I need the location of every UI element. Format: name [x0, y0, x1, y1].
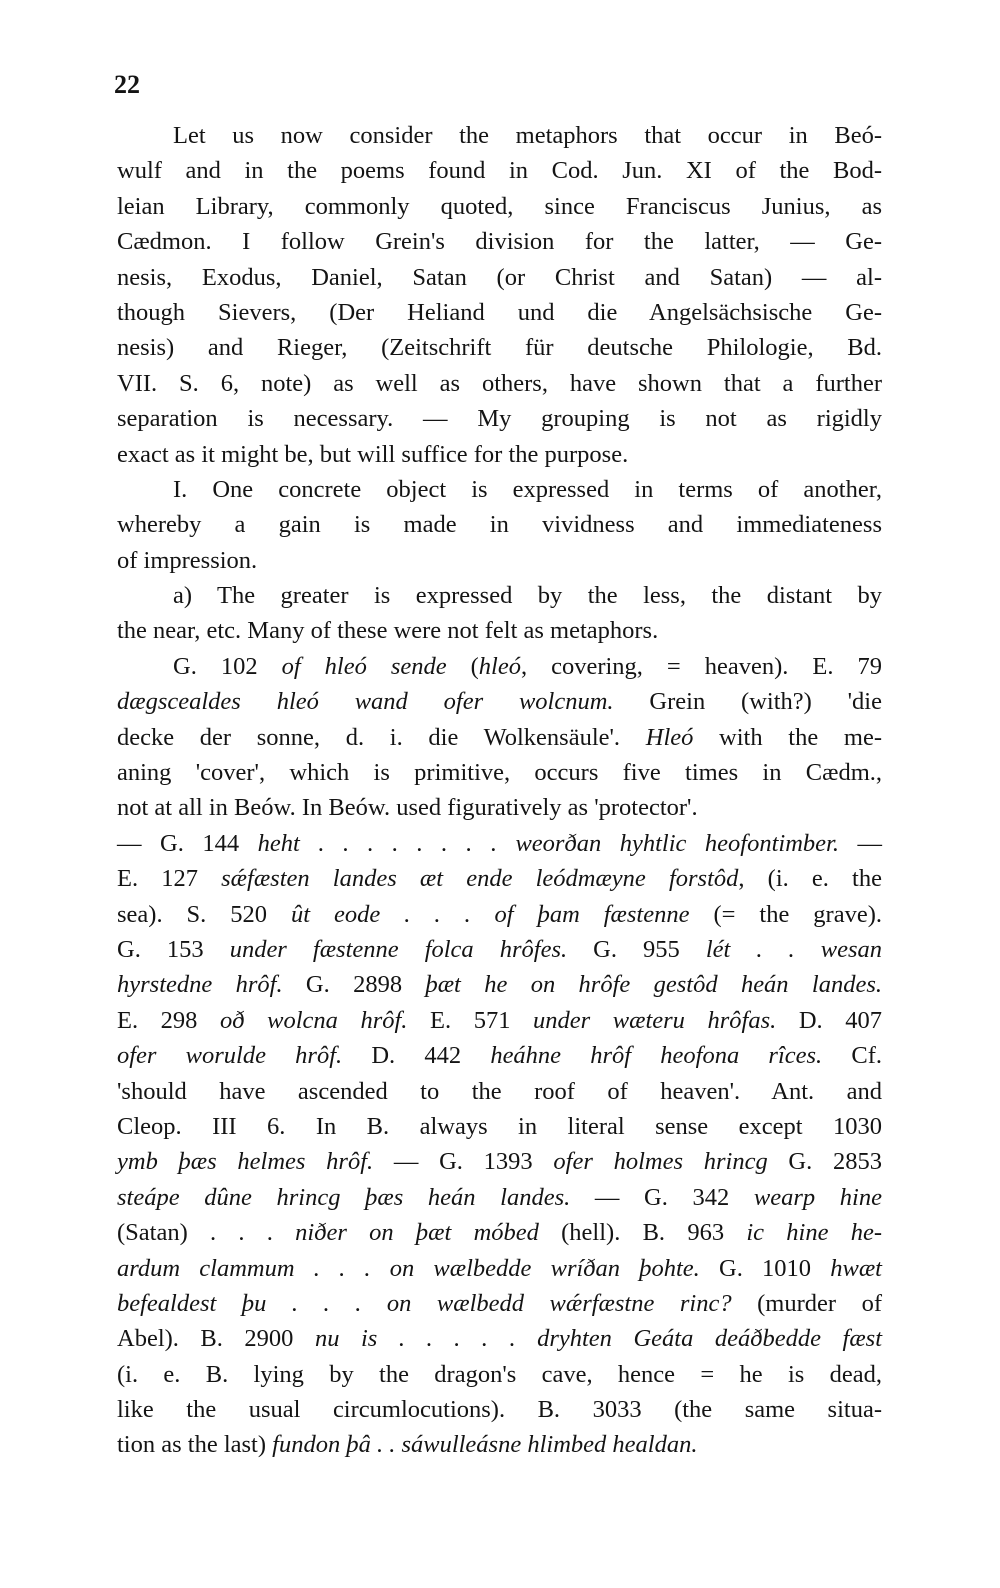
text-line [117, 897, 882, 932]
text-segment: Cleop. III 6. In B. always in literal sense except 1030 [117, 1112, 882, 1140]
italic-quotation: wearp hine [753, 1183, 882, 1211]
italic-quotation: nu is . . . . . dryhten Geáta deáðbedde fæst [314, 1325, 882, 1353]
text-segment: (= the grave). [689, 900, 882, 928]
italic-quotation: ût eode . . . of þam fæstenne [291, 900, 690, 928]
text-line [117, 224, 882, 259]
text-line [117, 1427, 882, 1462]
text-segment: decke der sonne, d. i. die Wolkensäule'. [117, 723, 646, 751]
text-segment: tion as the last) [117, 1431, 273, 1459]
text-segment: D. 407 [776, 1006, 883, 1034]
text-line [117, 1003, 882, 1038]
body-text [117, 118, 882, 1463]
italic-quotation: of hleó sende [281, 652, 447, 680]
italic-quotation: fundon þâ . . sáwulleásne hlimbed healdan. [272, 1431, 698, 1459]
text-segment: D. 442 [342, 1042, 491, 1070]
text-segment: G. 955 [567, 935, 706, 963]
text-line [117, 684, 882, 719]
text-segment: E. 298 [117, 1006, 221, 1034]
text-segment: — [838, 829, 882, 857]
text-segment: nesis) and Rieger, (Zeitschrift für deutsche Philologie, Bd. [117, 334, 882, 362]
text-segment: (murder of [731, 1289, 882, 1317]
text-segment: like the usual circumlocutions). B. 3033 (the same situa- [117, 1396, 882, 1424]
text-segment: — G. 342 [570, 1183, 754, 1211]
italic-quotation: ic hine he- [746, 1219, 882, 1247]
italic-quotation: under fæstenne folca hrôfes. [229, 935, 568, 963]
text-line [117, 1074, 882, 1109]
italic-quotation: ofer woruldе hrôf. [117, 1042, 343, 1070]
italic-quotation: befealdest þu . . . on wælbedd wǽrfæstne rinc? [117, 1289, 732, 1317]
italic-quotation: þæt he on hrôfe gestôd heán landes. [425, 971, 883, 999]
text-segment: (hell). B. 963 [538, 1219, 747, 1247]
italic-quotation: hwæt [830, 1254, 882, 1282]
italic-quotation: niðer on þæt móbed [295, 1219, 539, 1247]
text-segment: not at all in Beów. In Beów. used figuratively as 'protector'. [117, 794, 698, 822]
text-line [117, 861, 882, 896]
text-segment: wulf and in the poems found in Cod. Jun. XI of the Bod- [117, 157, 882, 185]
text-segment: G. 2853 [767, 1148, 882, 1176]
text-line [117, 330, 882, 365]
text-line [117, 1357, 882, 1392]
text-segment: exact as it might be, but will suffice for the purpose. [117, 440, 629, 468]
text-line [117, 578, 882, 613]
text-segment: G. 1010 [699, 1254, 831, 1282]
text-line [117, 1251, 882, 1286]
text-segment: ( [446, 652, 479, 680]
italic-quotation: heáhne hrôf heofona rîces. [490, 1042, 823, 1070]
text-line [117, 260, 882, 295]
italic-quotation: under wæteru hrôfas. [533, 1006, 777, 1034]
text-line [117, 755, 882, 790]
text-line [117, 543, 882, 578]
text-segment: Cf. [822, 1042, 882, 1070]
italic-quotation: lét . . wesan [705, 935, 882, 963]
text-line [117, 1180, 882, 1215]
text-segment: (i. e. B. lying by the dragon's cave, hence = he is dead, [117, 1360, 882, 1388]
text-segment: E. 127 [117, 865, 222, 893]
text-line [117, 1321, 882, 1356]
text-line [117, 437, 882, 472]
text-segment: (Satan) . . . [117, 1219, 296, 1247]
italic-quotation: ofer holmes hrincg [553, 1148, 768, 1176]
italic-quotation: ymb þæs helmes hrôf. [117, 1148, 374, 1176]
text-line [117, 613, 882, 648]
text-line [117, 1215, 882, 1250]
italic-quotation: dægscealdes hleó wand ofer wolcnum. [117, 688, 614, 716]
text-line [117, 1038, 882, 1073]
text-segment: aning 'cover', which is primitive, occurs five times in Cædm., [117, 759, 882, 787]
text-segment: VII. S. 6, note) as well as others, have shown that a further [117, 369, 882, 397]
text-segment: sea). S. 520 [117, 900, 291, 928]
text-segment: separation is necessary. — My grouping is not as rigidly [117, 405, 882, 433]
text-segment: though Sievers, (Der Heliand und die Angelsächsische Ge- [117, 298, 882, 326]
text-segment: Let us now consider the metaphors that occur in Beó- [173, 122, 882, 149]
text-segment: , covering, = heaven). E. 79 [520, 652, 882, 680]
text-segment: whereby a gain is made in vividness and immediateness [117, 511, 882, 539]
text-segment: a) The greater is expressed by the less, the distant by [173, 582, 882, 610]
text-line [117, 472, 882, 507]
text-line [117, 366, 882, 401]
text-segment: 'should have ascended to the roof of heaven'. Ant. and [117, 1077, 882, 1105]
text-line [117, 118, 882, 153]
italic-quotation: oð wolcna hrôf. [220, 1006, 408, 1034]
text-line [117, 1392, 882, 1427]
text-line [117, 826, 882, 861]
text-segment: — G. 1393 [373, 1148, 554, 1176]
text-line [117, 153, 882, 188]
text-segment: — G. 144 [117, 829, 258, 857]
text-segment: leian Library, commonly quoted, since Franciscus Junius, as [117, 192, 882, 220]
text-segment: of impression. [117, 546, 258, 574]
text-line [117, 720, 882, 755]
text-segment: , (i. e. the [738, 865, 882, 893]
text-line [117, 507, 882, 542]
text-line [117, 967, 882, 1002]
text-line [117, 790, 882, 825]
page-number: 22 [114, 70, 140, 99]
text-segment: G. 2898 [282, 971, 426, 999]
text-line [117, 189, 882, 224]
text-segment: Abel). B. 2900 [117, 1325, 315, 1353]
text-line [117, 1144, 882, 1179]
italic-quotation: steápe dûne hrincg þæs heán landes. [117, 1183, 571, 1211]
text-segment: E. 571 [407, 1006, 534, 1034]
text-segment: G. 153 [117, 935, 230, 963]
text-segment: G. 102 [173, 652, 282, 680]
text-segment: the near, etc. Many of these were not felt as metaphors. [117, 617, 659, 645]
text-segment: Grein (with?) 'die [613, 688, 882, 716]
text-segment: nesis, Exodus, Daniel, Satan (or Christ and Satan) — al- [117, 263, 882, 291]
text-segment: I. One concrete object is expressed in terms of another, [173, 475, 882, 503]
text-line [117, 932, 882, 967]
text-line [117, 401, 882, 436]
italic-quotation: sǽfæsten landes æt ende leódmæyne forstôd [221, 865, 739, 893]
italic-quotation: heht . . . . . . . . weorðan hyhtlic heofontimber. [257, 829, 839, 857]
text-line [117, 1286, 882, 1321]
text-line [117, 295, 882, 330]
italic-quotation: ardum clammum . . . on wælbedde wríðan þohte. [117, 1254, 700, 1282]
italic-quotation: hyrstedne hrôf. [117, 971, 283, 999]
text-segment: Cædmon. I follow Grein's division for the latter, — Ge- [117, 228, 882, 256]
text-segment: with the me- [693, 723, 883, 751]
text-line [117, 1109, 882, 1144]
text-line [117, 649, 882, 684]
italic-quotation: Hleó [645, 723, 694, 751]
italic-quotation: hleó [478, 652, 521, 680]
